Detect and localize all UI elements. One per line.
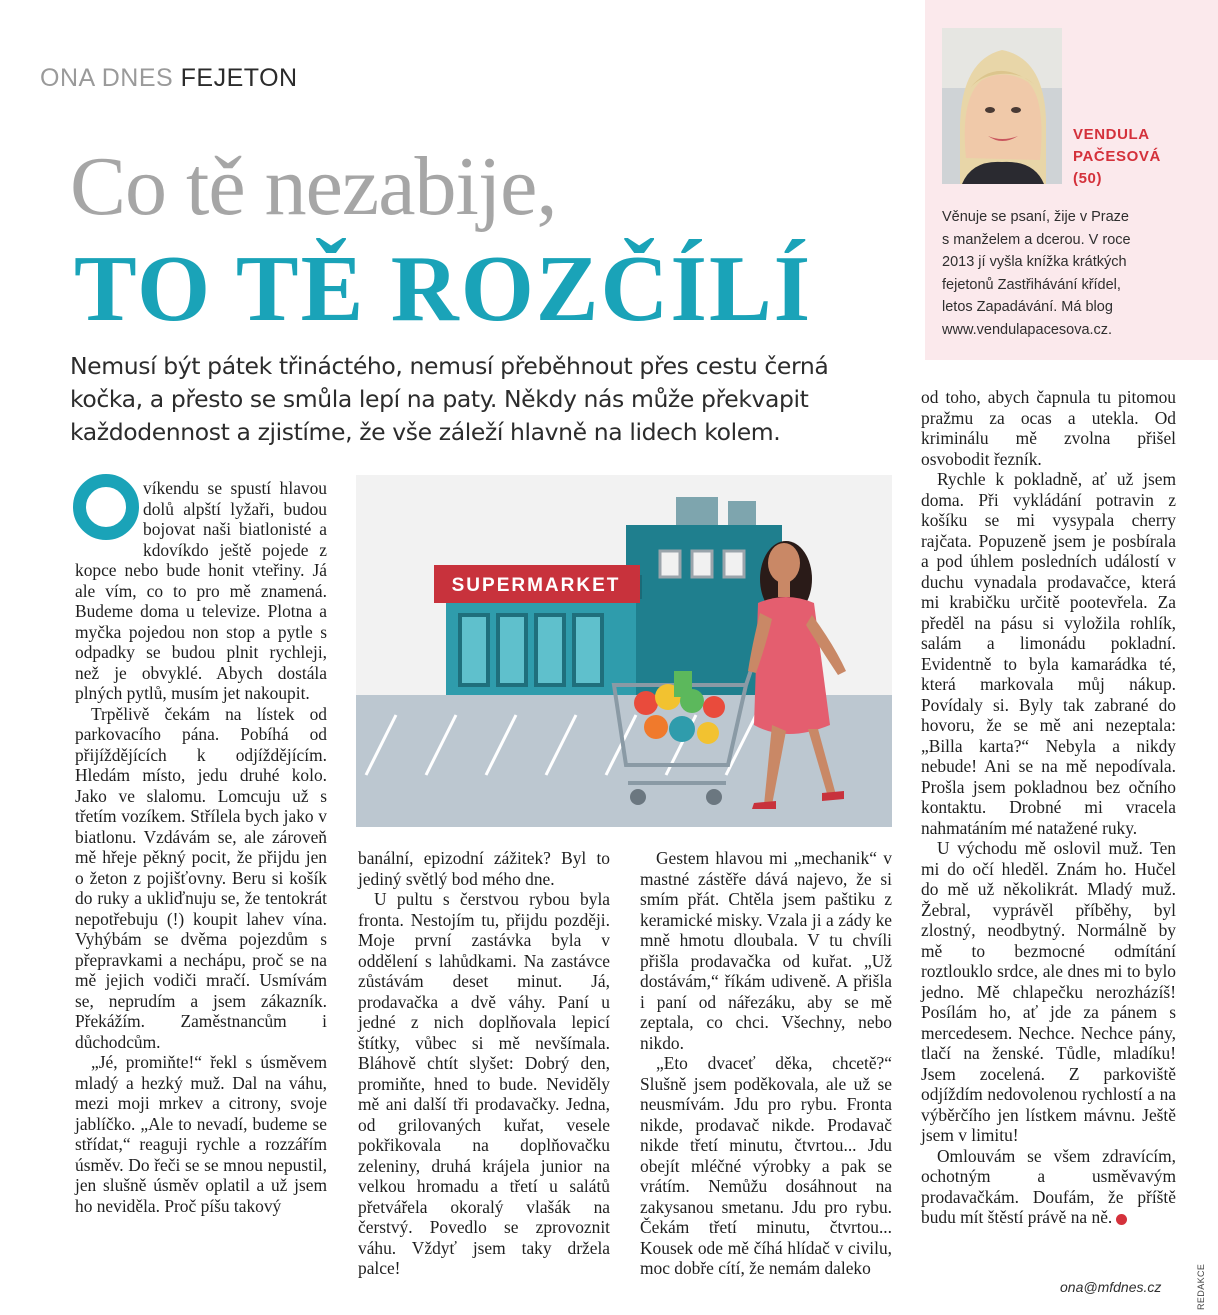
author-last-name: PAČESOVÁ <box>1073 148 1161 165</box>
author-blog-link[interactable]: www.vendulapacesova.cz. <box>942 321 1113 338</box>
body-paragraph <box>921 1146 1176 1228</box>
body-paragraph: „Eto dvaceť děka, chcetě?“ Slušně jsem poděkovala, ale už se neusmívám. Jdu pro rybu. Fronta nikde, prodavač nikde. Prodavač nikde třetí minutu, čtvrtou... Jdu obejít mléčné výrobky a pak se vrátím. Nemůžu dosáhnout na zakysanou smetanu. Jdu pro rybu. Čekám třetí minutu, čtvrtou... Kousek ode mě číhá hlídač v civilu, moc dobře cítí, že nemám daleko <box>640 1053 892 1278</box>
author-name <box>1073 124 1161 190</box>
lead-paragraph: Nemusí být pátek třináctého, nemusí přeběhnout přes cestu černá kočka, a přesto se smůla lepí na paty. Někdy nás může překvapit každodennost a zjistíme, že vše záleží hlavně na lidech kolem. <box>70 352 829 446</box>
supermarket-illustration <box>356 475 892 827</box>
author-bio <box>942 206 1210 341</box>
body-paragraph: U pultu s čerstvou rybou byla fronta. Nestojím tu, přijdu později. Moje první zastávka byla v oddělení s lahůdkami. Na zastávce zůstávám deset minut. Já, prodavačka a dvě váhy. Paní u jedné z nich doplňovala lepicí štítky, vůbec si mě nevšímala. Bláhově chtít slyšet: Dobrý den, promiňte, hned to bude. Neviděly mě ani další tři prodavačky. Jedna, od grilovaných kuřat, vesele pokřikovala na doplňovačku zeleniny, druhá krájela junior na velkou hromadu a třetí u salátů přetvářela okoralý vlašák na čerstvý. Povedlo se zprovoznit váhu. Vždyť jsem taky držela palce! <box>358 889 610 1278</box>
body-paragraph: Rychle k pokladně, ať už jsem doma. Při vykládání potravin z košíku se mi vysypala cherry rajčata. Popuzeně jsem je posbírala a pod úhlem posledních událostí v duchu vynadala prodavačce, která mi krabičku určitě pootevřela. Za předěl na pásu si vyložila rohlík, salám a limonádu pokladní. Evidentně to byla kamarádka té, která markovala můj nákup. Povídaly si. Byly tak zabrané do hovoru, že se mě ani nezeptala: „Billa karta?“ Nebyla a nikdy nebude! Ani se na mě nepodívala. Prošla jsem pokladnou bez očního kontaktu. Drobné mi vracela nahmatáním mé natažené ruky. <box>921 469 1176 838</box>
end-bullet-icon <box>1116 1214 1127 1225</box>
author-bio-line: Věnuje se psaní, žije v Praze <box>942 209 1129 225</box>
body-paragraph: od toho, abych čapnula tu pitomou pražmu za ocas a utekla. Od kriminálu mě zvolna přišel osvobodit řezník. <box>921 387 1176 469</box>
section-name: ONA DNES <box>40 64 174 92</box>
author-email[interactable]: ona@mfdnes.cz <box>1060 1279 1162 1295</box>
headline-line-2: TO TĚ ROZČÍLÍ <box>74 237 813 341</box>
author-bio-line: letos Zapadávání. Má blog <box>942 299 1113 315</box>
author-first-name: VENDULA <box>1073 126 1150 143</box>
body-column-2 <box>358 848 610 1279</box>
rubric-name: FEJETON <box>180 64 298 92</box>
body-paragraph: U východu mě oslovil muž. Ten mi do očí hleděl. Znám ho. Hučel do mě už několikrát. Mladý muž. Žebral, vyprávěl příběhy, byl zlostný, neodbytný. Normálně by mě to bezmocné odmítání roztlouklo srdce, ale dnes mi to bylo jedno. Mě chlapečku nerozházíš! Posílám ho, ať jde za pánem s mercedesem. Nechce. Nechce pány, tlačí na ženské. Tůdle, mladíku! Jsem zocelená. Z parkoviště odjíždím nedovolenou rychlostí a na výběrčího jen lístkem mávnu. Ještě jsem v limitu! <box>921 838 1176 1145</box>
body-paragraph: Gestem hlavou mi „mechanik“ v mastné zástěře dává najevo, že si smím přát. Chtěla jsem paštiku z keramické misky. Vzala ji a zády ke mně hmotu dloubala. V tu chvíli přišla prodavačka od kuřat. „Už dostávám,“ říkám udiveně. A přišla i paní od nářezáku, aby se mě zeptala, co chci. Všechny, nebo nikdo. <box>640 848 892 1053</box>
body-paragraph <box>75 478 327 704</box>
closing-text: Omlouvám se všem zdravícím, ochotným a usměvavým prodavačkám. Doufám, že příště budu mít štěstí právě na ně. <box>921 1145 1176 1227</box>
body-paragraph: Trpělivě čekám na lístek od parkovacího pána. Pobíhá od přijíždějících k odjíždějícím. Hledám místo, jedu druhé kolo. Jako ve slalomu. Lomcuju už s třetím vozíkem. Střílela bych jako v biatlonu. Vzdávám se, ale zároveň mě hřeje pěkný pocit, že přijdu jen o žeton z pojišťovny. Beru si košík do ruky a ukliďnuju se, že tentokrát nepotřebuju (!) koupit lahev vína. Vyhýbám se dvěma pojezdům s přepravkami a nechápu, proč se na mě jejich vodiči mračí. Usmívám se, neprudím a jsem zákazník. Překážím. Zaměstnancům i důchodcům. <box>75 703 327 1052</box>
body-paragraph: banální, epizodní zážitek? Byl to jediný světlý bod mého dne. <box>358 848 610 889</box>
body-column-1 <box>75 478 327 1216</box>
author-bio-line: s manželem a dcerou. V roce <box>942 231 1131 248</box>
supermarket-sign-text: SUPERMARKET <box>451 575 621 596</box>
author-bio-line: 2013 jí vyšla knížka krátkých <box>942 254 1127 270</box>
body-paragraph: „Jé, promiňte!“ řekl s úsměvem mladý a hezký muž. Dal na váhu, mezi moji mrkev a citrony, svoje jablíčko. „Ale to nevadí, budeme se střídat,“ reaguji rychle a rozzářím úsměv. Do řeči se se mnou nepustil, jen slušně úsměv oplatil a už jsem ho neviděla. Proč píšu takový <box>75 1052 327 1216</box>
side-credit <box>1196 1240 1212 1310</box>
body-column-3 <box>640 848 892 1279</box>
author-bio-line: fejetonů Zastřihávání křídel, <box>942 276 1121 293</box>
section-kicker <box>40 64 298 93</box>
headline-line-1: Co tě nezabije, <box>70 140 557 233</box>
body-column-4 <box>921 387 1176 1228</box>
author-age: (50) <box>1073 170 1103 187</box>
paragraph-text: víkendu se spustí hlavou dolů alpští lyžaři, budou bojovat naši biatlonisté a kdovíkdo ještě pojede z kopce nebo bude honit vteřiny. Já ale vím, co to pro mě znamená. Budeme doma u televize. Plotna a myčka pojedou non stop a pytle s odpadky se budou plnit rychleji, než je obvyklé. Abych dostála plných pytlů, musím jet nakoupit. <box>75 478 327 703</box>
author-photo <box>942 28 1062 184</box>
credit-text: REDAKCE <box>1196 1263 1206 1310</box>
